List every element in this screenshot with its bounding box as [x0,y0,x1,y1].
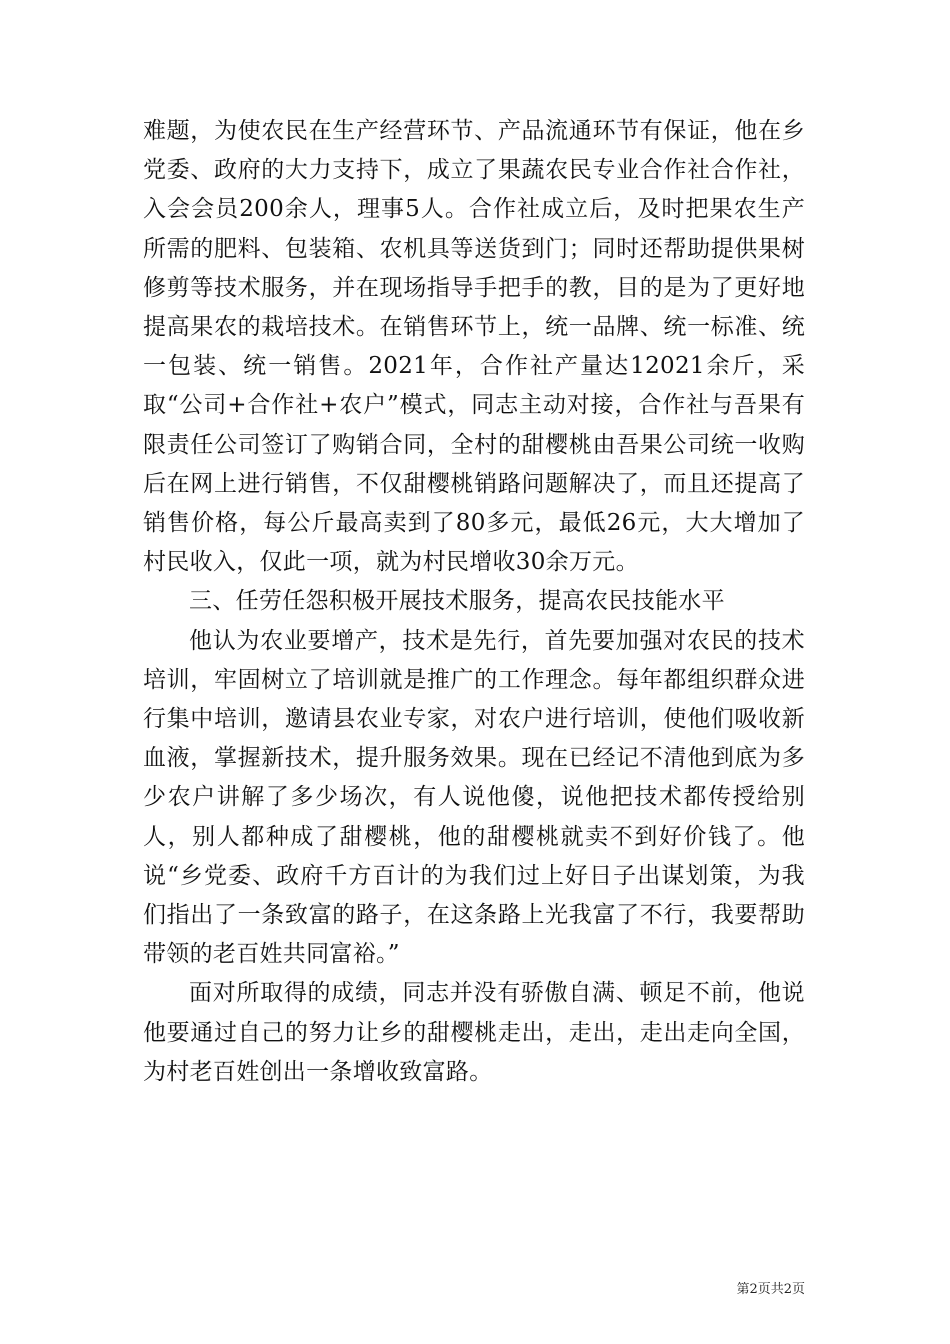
body-paragraph: 难题，为使农民在生产经营环节、产品流通环节有保证，他在乡党委、政府的大力支持下，成立了果蔬农民专业合作社合作社，入会会员200余人，理事5人。合作社成立后，及时把果农生产所需的肥料、包装箱、农机具等送货到门；同时还帮助提供果树修剪等技术服务，并在现场指导手把手的教，目的是为了更好地提高果农的栽培技术。在销售环节上，统一品牌、统一标准、统一包装、统一销售。2021年，合作社产量达12021余斤，采取“公司+合作社+农户”模式，同志主动对接，合作社与吾果有限责任公司签订了购销合同，全村的甜樱桃由吾果公司统一收购后在网上进行销售，不仅甜樱桃销路问题解决了，而且还提高了销售价格，每公斤最高卖到了80多元，最低26元，大大增加了村民收入，仅此一项，就为村民增收30余万元。 [143,118,805,576]
page-footer: 第2页共2页 [736,1282,805,1297]
section-heading: 三、任劳任怨积极开展技术服务，提高农民技能水平 [189,588,725,615]
body-paragraph: 他认为农业要增产，技术是先行，首先要加强对农民的技术培训，牢固树立了培训就是推广的工作理念。每年都组织群众进行集中培训，邀请县农业专家，对农户进行培训，使他们吸收新血液，掌握新技术，提升服务效果。现在已经记不清他到底为多少农户讲解了多少场次，有人说他傻，说他把技术都传授给别人，别人都种成了甜樱桃，他的甜樱桃就卖不到好价钱了。他说“乡党委、政府千方百计的为我们过上好日子出谋划策，为我们指出了一条致富的路子，在这条路上光我富了不行，我要帮助带领的老百姓共同富裕。” [143,627,805,968]
document-body [143,112,805,1092]
body-paragraph: 面对所取得的成绩，同志并没有骄傲自满、顿足不前，他说他要通过自己的努力让乡的甜樱桃走出，走出，走出走向全国，为村老百姓创出一条增收致富路。 [143,980,805,1085]
